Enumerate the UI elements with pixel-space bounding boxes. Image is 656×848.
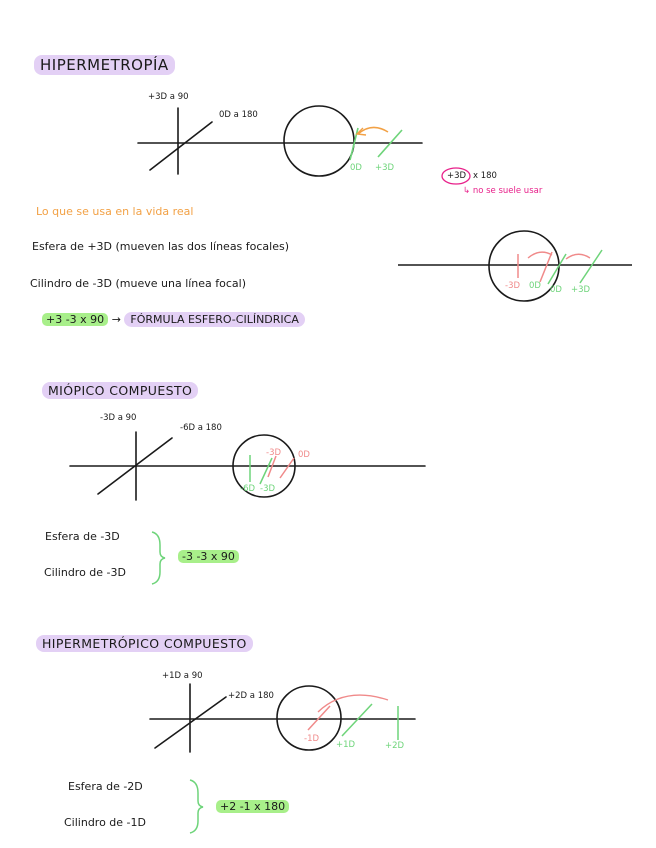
miopico-red-line2 (280, 458, 294, 478)
miopico-bottom-label-2: -3D (260, 484, 276, 494)
hipermetropico-formula: +2 -1 x 180 (216, 800, 289, 813)
hipermetropico-label-2: +1D (336, 740, 356, 750)
hipermetropico-label-3: +2D (385, 741, 405, 751)
miopico-formula: -3 -3 x 90 (178, 550, 239, 563)
miopico-bottom-label-1: -6D (240, 484, 256, 494)
diagram2-eye-circle (489, 231, 559, 301)
hipermetropico-label-1: -1D (304, 734, 320, 744)
green-brace-1 (152, 532, 165, 584)
hipermetropico-axes (150, 684, 415, 752)
focal-label-0d: 0D (350, 163, 362, 173)
section-title-miopico: MIÓPICO COMPUESTO (42, 383, 198, 398)
axis-horizontal-label: 0D a 180 (219, 110, 258, 120)
focal-line-0d (350, 128, 358, 160)
miopico-axis-horizontal-label: -6D a 180 (180, 423, 222, 433)
hipermetropico-red-arrow (318, 695, 388, 712)
miopico-axis-vertical-label: -3D a 90 (100, 413, 137, 423)
note-text: ↳ no se suele usar (463, 186, 543, 196)
section-title-hipermetropico: HIPERMETRÓPICO COMPUESTO (36, 636, 253, 651)
diagram2-red-arrow1 (528, 252, 552, 258)
cilindro-text: Cilindro de -3D (mueve una línea focal) (30, 277, 247, 290)
esfera-text: Esfera de +3D (mueven las dos líneas focales) (32, 240, 290, 253)
note-axis: x 180 (473, 171, 497, 181)
miopico-top-label-2: 0D (298, 450, 310, 460)
real-life-heading: Lo que se usa en la vida real (36, 205, 194, 218)
axis-vertical-label: +3D a 90 (148, 92, 189, 102)
diagram2-label-3: 0D (550, 285, 562, 295)
green-brace-2 (190, 780, 203, 833)
diagram2-red-arrow2 (566, 254, 590, 259)
miopico-esfera: Esfera de -3D (45, 530, 120, 543)
miopico-top-label-1: -3D (266, 448, 282, 458)
hipermetropico-axis-horizontal-label: +2D a 180 (228, 691, 274, 701)
diagram2-red-line2 (540, 252, 552, 282)
focal-label-3d: +3D (375, 163, 395, 173)
hipermetropia-eye-circle (284, 106, 354, 176)
formula-label: FÓRMULA ESFERO-CILÍNDRICA (124, 312, 304, 327)
hipermetropico-cilindro: Cilindro de -1D (64, 816, 146, 829)
diagram2-label-4: +3D (571, 285, 591, 295)
formula-arrow: → (111, 313, 121, 326)
diagram2-label-2: 0D (529, 281, 541, 291)
note-value: +3D (447, 171, 467, 181)
hipermetropico-green-line (342, 704, 372, 736)
formula-row (42, 313, 305, 326)
diagram2-label-1: -3D (505, 281, 521, 291)
miopico-cilindro: Cilindro de -3D (44, 566, 126, 579)
hipermetropico-red-line (308, 706, 330, 730)
hipermetropico-esfera: Esfera de -2D (68, 780, 143, 793)
section-title-hipermetropia: HIPERMETROPÍA (34, 56, 175, 74)
hipermetropico-axis-vertical-label: +1D a 90 (162, 671, 203, 681)
formula-value: +3 -3 x 90 (42, 313, 108, 326)
